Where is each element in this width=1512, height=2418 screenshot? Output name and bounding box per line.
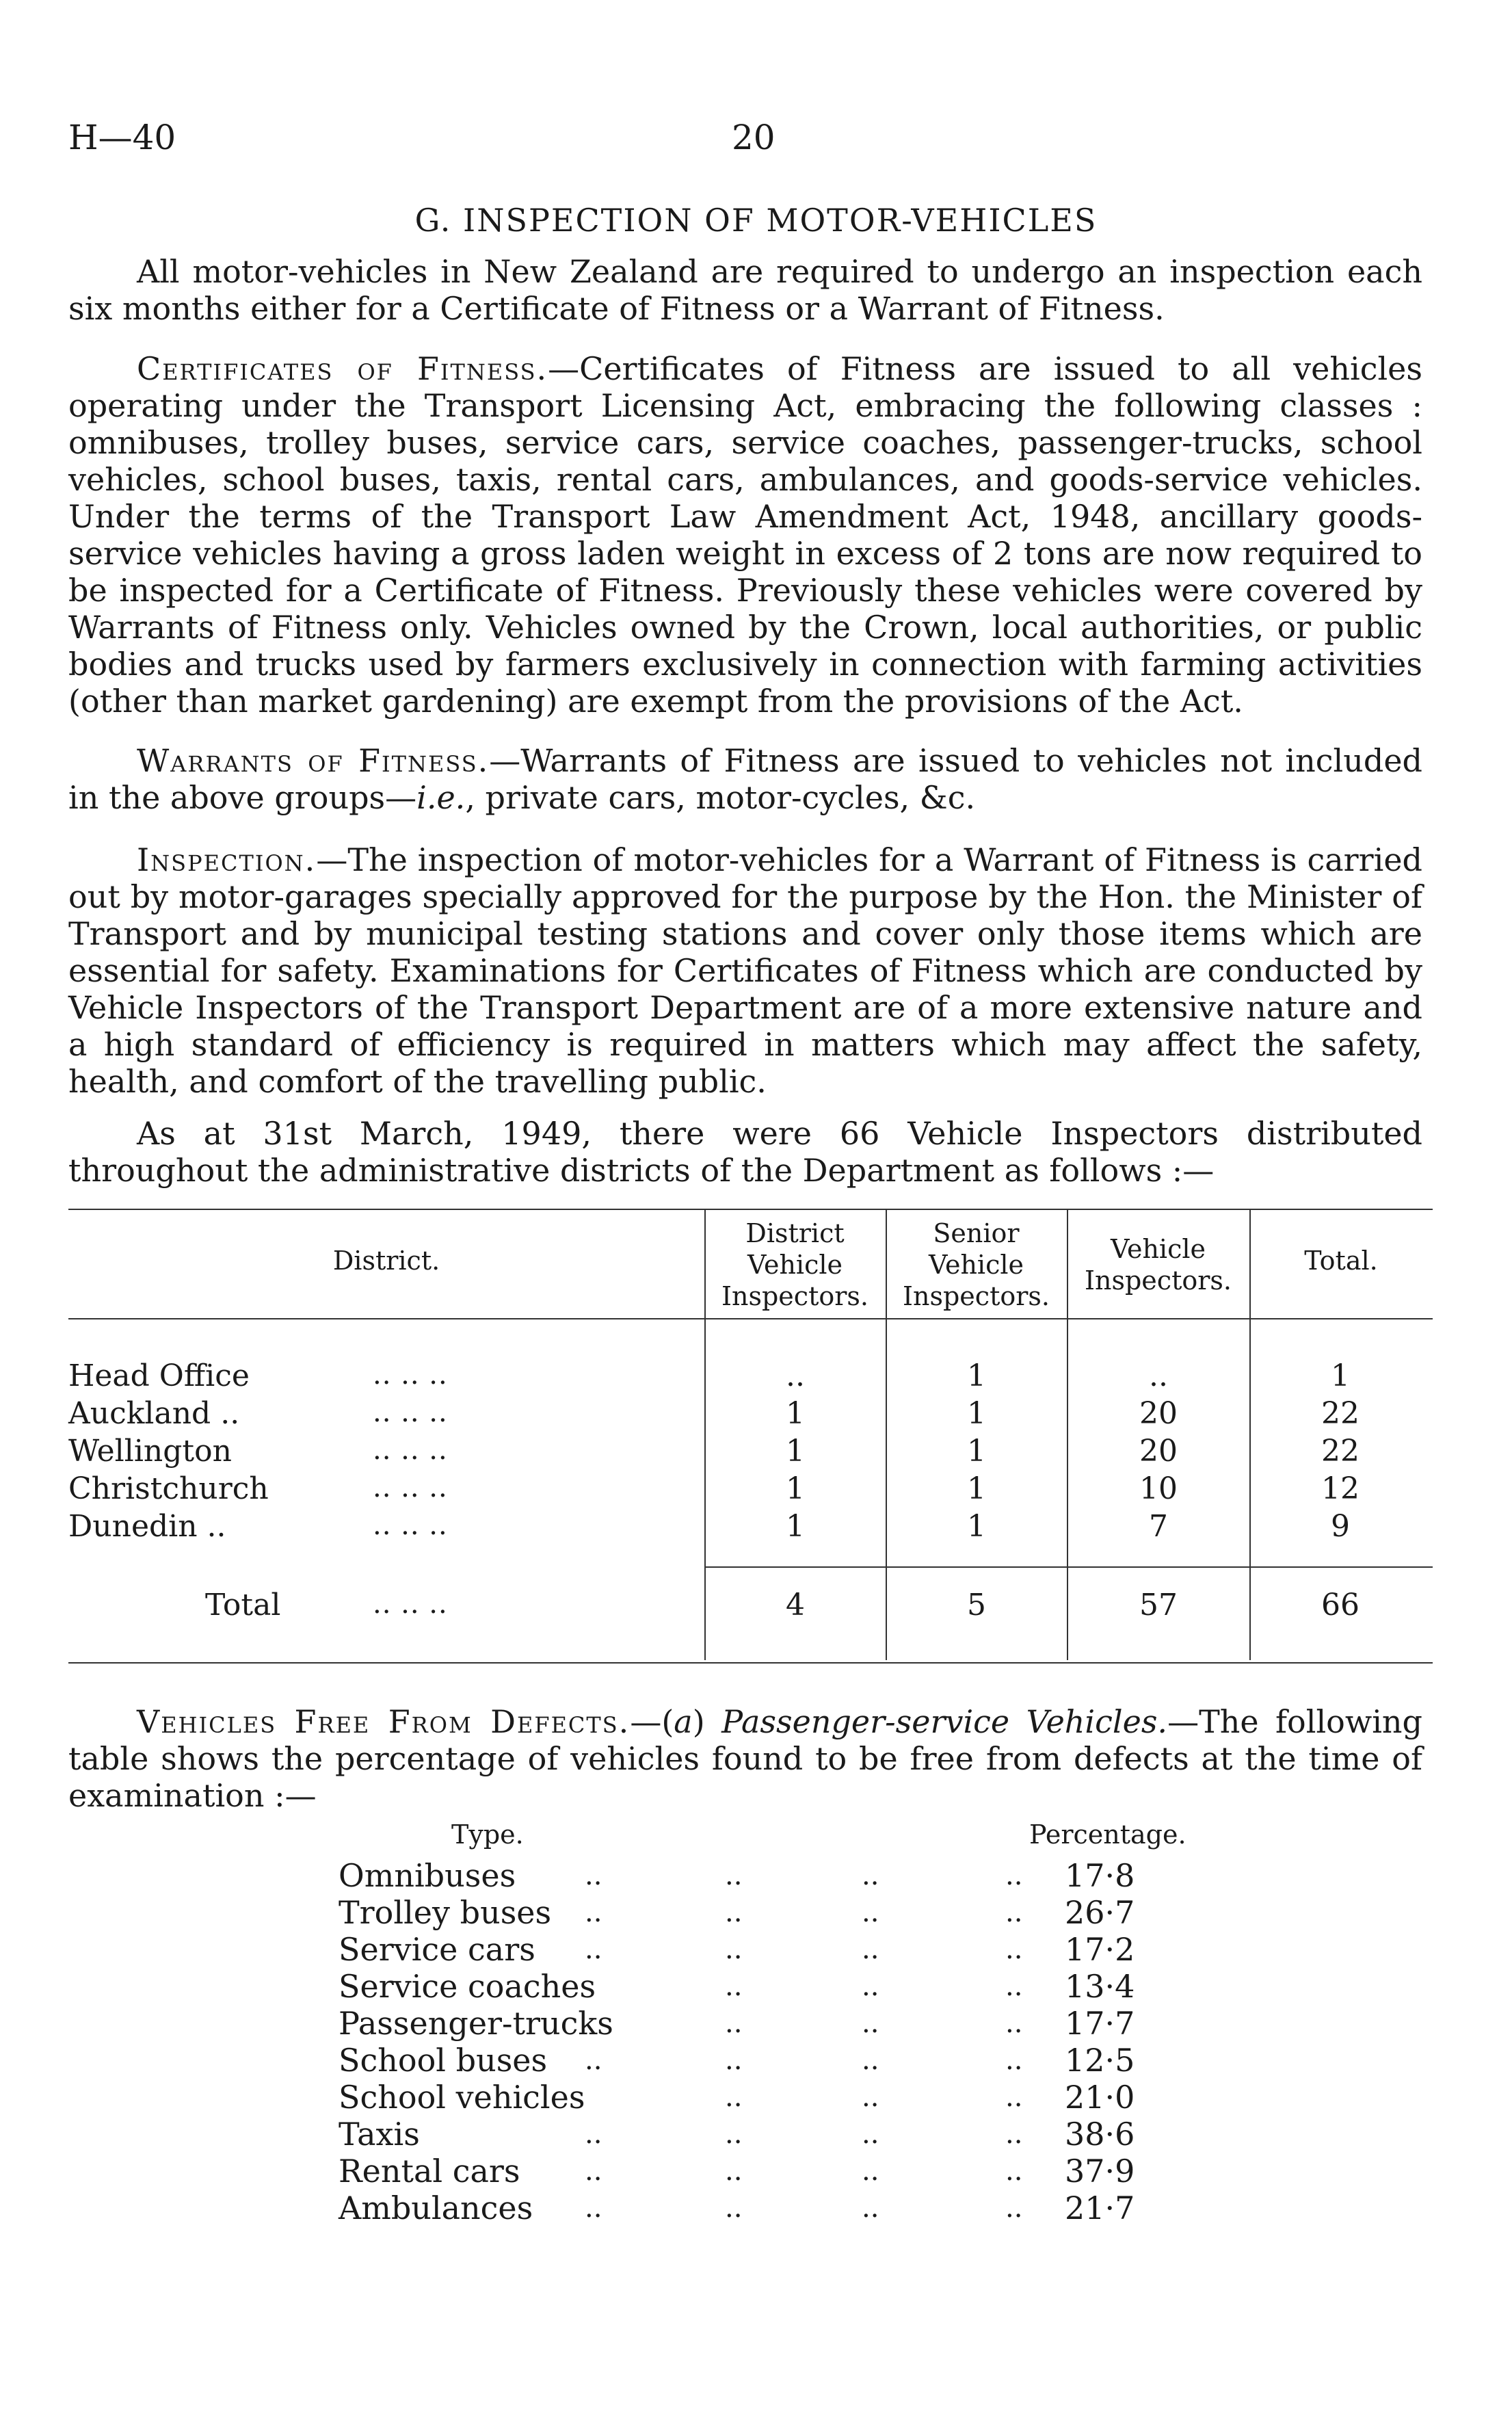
warrants-ie: i.e.: [416, 779, 466, 816]
row-dvi: 1: [786, 1509, 805, 1544]
header-line: Senior: [933, 1218, 1020, 1248]
leader-dots: .. .. ..: [373, 1397, 448, 1428]
leader-dots: ..: [725, 2118, 743, 2150]
header-line: Vehicle: [929, 1250, 1024, 1280]
row-dvi: 1: [786, 1396, 805, 1431]
row-district: Head Office: [68, 1358, 250, 1393]
leader-dots: ..: [585, 2192, 602, 2224]
row-vi: 20: [1139, 1434, 1178, 1469]
leader-dots: ..: [725, 1971, 743, 2002]
pct-type: Rental cars: [339, 2153, 520, 2190]
pct-value: 17·7: [1065, 2005, 1135, 2042]
pct-type: Trolley buses: [339, 1894, 552, 1931]
row-dvi: ..: [786, 1358, 805, 1393]
row-svi: 1: [967, 1509, 986, 1544]
row-vi: ..: [1149, 1358, 1168, 1393]
row-district: Auckland ..: [68, 1396, 240, 1431]
pct-value: 26·7: [1065, 1894, 1135, 1931]
leader-dots: ..: [862, 1934, 879, 1965]
leader-dots: ..: [862, 2155, 879, 2187]
defects-sub-letter: a: [674, 1703, 693, 1740]
row-svi: 1: [967, 1396, 986, 1431]
leader-dots: ..: [862, 2118, 879, 2150]
total-label: Total: [205, 1588, 281, 1622]
header-line: Inspectors.: [1085, 1265, 1232, 1296]
leader-dots: ..: [725, 1934, 743, 1965]
header-district-vehicle-inspectors: [704, 1218, 886, 1312]
total-total: 66: [1321, 1588, 1360, 1622]
leader-dots: ..: [1005, 2192, 1023, 2224]
certificates-paragraph: [68, 350, 1422, 720]
pct-type: School vehicles: [339, 2079, 585, 2116]
district-table: [68, 1194, 1433, 1672]
inspection-heading: Inspection.: [137, 841, 317, 878]
leader-dots: .. .. ..: [373, 1434, 448, 1466]
inspection-body: —The inspection of motor-vehicles for a Warrant of Fitness is carried out by motor-garages specially approved for the purpose by the Hon. the Minister of Transport and by municipal testing stations and cover only those items which are essential for safety. Examinations for Certificates of Fitness which are conducted by Vehicle Inspectors of the Transport Department are of a more extensive nature and a high standard of efficiency is required in matters which may affect the safety, health, and comfort of the travelling public.: [68, 841, 1422, 1100]
warrants-body-b: , private cars, motor-cycles, &c.: [465, 779, 976, 816]
leader-dots: ..: [1005, 1971, 1023, 2002]
defects-heading: Vehicles Free From Defects.: [137, 1703, 631, 1740]
header-vehicle-inspectors: [1067, 1233, 1249, 1296]
pct-type: Taxis: [339, 2116, 420, 2153]
leader-dots: .. .. ..: [373, 1472, 448, 1503]
type-header: Type.: [451, 1819, 524, 1850]
leader-dots: ..: [862, 2008, 879, 2039]
leader-dots: ..: [725, 2081, 743, 2113]
row-total: 22: [1321, 1396, 1360, 1431]
pct-type: Passenger-trucks: [339, 2005, 613, 2042]
pct-value: 12·5: [1065, 2042, 1135, 2079]
leader-dots: ..: [725, 2008, 743, 2039]
leader-dots: ..: [1005, 2081, 1023, 2113]
inspection-paragraph: [68, 841, 1422, 1100]
certificates-body: —Certificates of Fitness are issued to all vehicles operating under the Transport Licensing Act, embracing the following classes : omnibuses, trolley buses, service cars, service coaches, passenger-trucks, school vehicles, school buses, taxis, rental cars, ambulances, and goods-service vehicles. Under the terms of the Transport Law Amendment Act, 1948, ancillary goods-service vehicles having a gross laden weight in excess of 2 tons are now required to be inspected for a Certificate of Fitness. Previously these vehicles were covered by Warrants of Fitness only. Vehicles owned by the Crown, local authorities, or public bodies and trucks used by farmers exclusively in connection with farming activities (other than market gardening) are exempt from the provisions of the Act.: [68, 350, 1422, 720]
warrants-heading: Warrants of Fitness.: [137, 742, 490, 779]
row-vi: 20: [1139, 1396, 1178, 1431]
defects-sub-title: Passenger-service Vehicles.: [721, 1703, 1168, 1740]
leader-dots: ..: [725, 2045, 743, 2076]
leader-dots: .. .. ..: [373, 1510, 448, 1541]
row-dvi: 1: [786, 1471, 805, 1506]
pct-value: 17·2: [1065, 1931, 1135, 1968]
leader-dots: ..: [725, 2192, 743, 2224]
row-vi: 7: [1149, 1509, 1168, 1544]
defects-sub-b: ): [692, 1703, 722, 1740]
table-bottom-rule: [68, 1662, 1433, 1664]
leader-dots: ..: [1005, 2045, 1023, 2076]
warrants-paragraph: [68, 742, 1422, 816]
page-number: 20: [732, 118, 775, 157]
pct-value: 37·9: [1065, 2153, 1135, 2190]
row-district: Dunedin ..: [68, 1509, 226, 1544]
leader-dots: ..: [585, 2045, 602, 2076]
row-vi: 10: [1139, 1471, 1178, 1506]
header-line: Inspectors.: [903, 1281, 1050, 1311]
leader-dots: ..: [725, 1860, 743, 1891]
pct-type: School buses: [339, 2042, 548, 2079]
leader-dots: ..: [1005, 1860, 1023, 1891]
leader-dots: ..: [585, 1860, 602, 1891]
row-district: Christchurch: [68, 1471, 269, 1506]
pct-value: 17·8: [1065, 1857, 1135, 1894]
header-line: Vehicle: [747, 1250, 843, 1280]
header-total: Total.: [1304, 1246, 1378, 1276]
leader-dots: ..: [1005, 2008, 1023, 2039]
row-dvi: 1: [786, 1434, 805, 1469]
row-svi: 1: [967, 1434, 986, 1469]
header-district: District.: [332, 1246, 440, 1276]
header-rule: [68, 1318, 1433, 1319]
pct-value: 21·7: [1065, 2190, 1135, 2226]
leader-dots: ..: [585, 2155, 602, 2187]
row-district: Wellington: [68, 1434, 232, 1469]
pct-value: 38·6: [1065, 2116, 1135, 2153]
total-vi: 57: [1139, 1588, 1178, 1622]
row-svi: 1: [967, 1471, 986, 1506]
total-rule: [704, 1566, 1433, 1568]
certificates-heading: Certificates of Fitness.: [137, 350, 548, 387]
leader-dots: ..: [585, 1897, 602, 1928]
leader-dots: ..: [585, 1934, 602, 1965]
warrants-body-a: —Warrants of Fitness are issued to vehicles not included in the above groups—: [68, 742, 1422, 816]
pct-type: Omnibuses: [339, 1857, 516, 1894]
leader-dots: ..: [1005, 1934, 1023, 1965]
col-divider: [1249, 1209, 1251, 1660]
pct-type: Service coaches: [339, 1968, 596, 2005]
header-senior-vehicle-inspectors: [886, 1218, 1067, 1312]
header-line: District: [745, 1218, 845, 1248]
pct-value: 21·0: [1065, 2079, 1135, 2116]
leader-dots: .. .. ..: [373, 1359, 448, 1391]
leader-dots: ..: [862, 1897, 879, 1928]
row-total: 9: [1331, 1509, 1350, 1544]
table-top-rule: [68, 1209, 1433, 1210]
as-at-text: As at 31st March, 1949, there were 66 Vehicle Inspectors distributed throughout the administrative districts of the Department as follows :—: [68, 1115, 1422, 1189]
defects-body: —The following table shows the percentage of vehicles found to be free from defects at the time of examination :—: [68, 1703, 1423, 1814]
leader-dots: ..: [862, 2081, 879, 2113]
leader-dots: .. .. ..: [373, 1588, 448, 1620]
row-total: 22: [1321, 1434, 1360, 1469]
row-total: 1: [1331, 1358, 1350, 1393]
defects-sub-a: —(: [630, 1703, 674, 1740]
percentage-header: Percentage.: [1029, 1819, 1186, 1850]
pct-type: Service cars: [339, 1931, 535, 1968]
row-total: 12: [1321, 1471, 1360, 1506]
intro-text: All motor-vehicles in New Zealand are required to undergo an inspection each six months either for a Certificate of Fitness or a Warrant of Fitness.: [68, 253, 1422, 327]
page-code: H—40: [68, 118, 176, 157]
pct-value: 13·4: [1065, 1968, 1135, 2005]
leader-dots: ..: [725, 1897, 743, 1928]
leader-dots: ..: [1005, 1897, 1023, 1928]
leader-dots: ..: [862, 1860, 879, 1891]
as-at-paragraph: [68, 1115, 1422, 1189]
intro-paragraph: [68, 253, 1422, 327]
row-svi: 1: [967, 1358, 986, 1393]
header-line: Inspectors.: [721, 1281, 868, 1311]
leader-dots: ..: [862, 1971, 879, 2002]
leader-dots: ..: [862, 2192, 879, 2224]
section-title: G. INSPECTION OF MOTOR-VEHICLES: [414, 202, 1098, 239]
header-line: Vehicle: [1111, 1234, 1206, 1264]
percentage-table: [68, 1792, 1436, 2226]
leader-dots: ..: [1005, 2155, 1023, 2187]
leader-dots: ..: [585, 2118, 602, 2150]
leader-dots: ..: [862, 2045, 879, 2076]
total-svi: 5: [967, 1588, 986, 1622]
pct-type: Ambulances: [339, 2190, 533, 2226]
total-dvi: 4: [786, 1588, 805, 1622]
leader-dots: ..: [725, 2155, 743, 2187]
leader-dots: ..: [1005, 2118, 1023, 2150]
